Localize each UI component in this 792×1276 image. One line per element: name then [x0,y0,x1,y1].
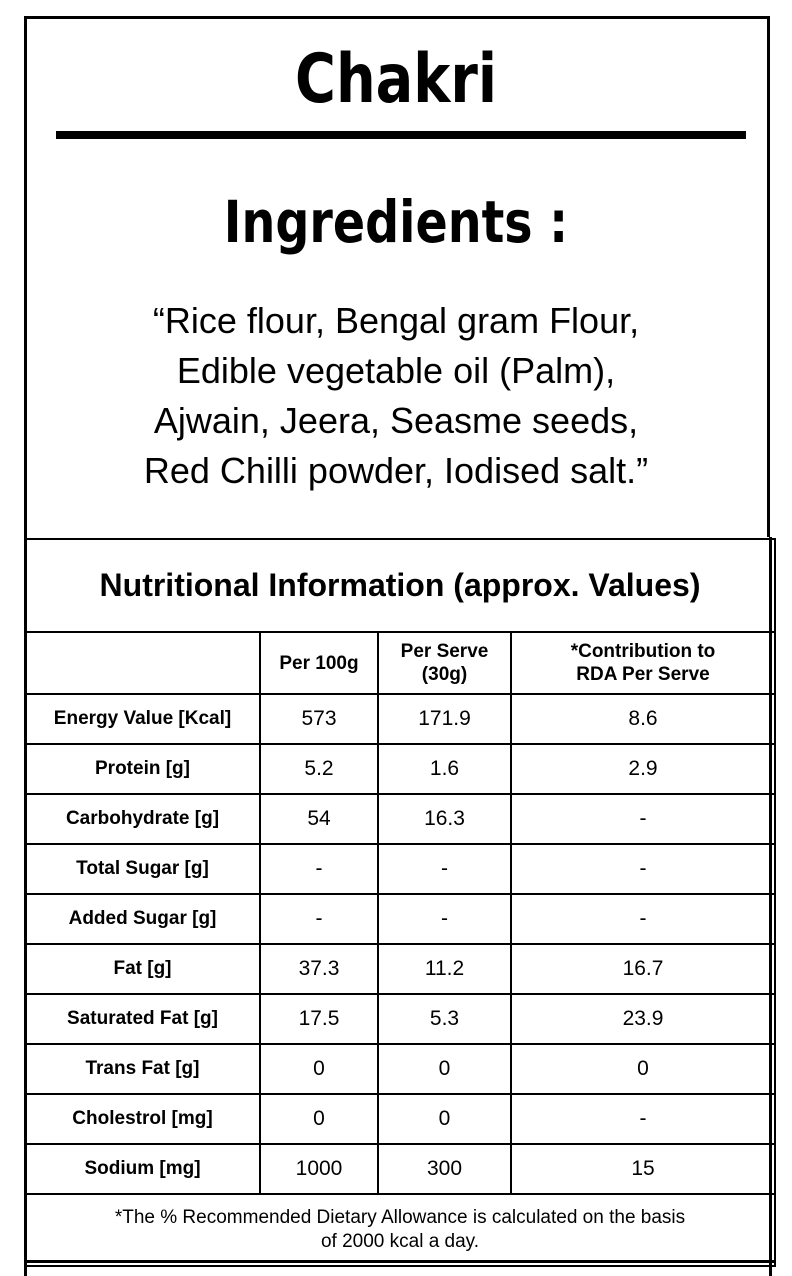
table-row [25,944,775,994]
header-per-100g: Per 100g [260,632,378,694]
title-divider [56,131,746,139]
value-per-100g: 54 [260,794,378,844]
nutrient-name: Total Sugar [g] [25,844,260,894]
header-rda [511,632,775,694]
table-row [25,1144,775,1194]
value-rda: 15 [511,1144,775,1194]
bottom-divider [24,1260,774,1263]
value-rda: - [511,894,775,944]
value-per-100g: 5.2 [260,744,378,794]
ingredients-heading: Ingredients : [223,188,569,256]
value-per-serve: 11.2 [378,944,511,994]
product-title: Chakri [295,40,497,119]
table-row [25,844,775,894]
value-per-serve: 16.3 [378,794,511,844]
table-header-row [25,632,775,694]
header-per-serve-line2: (30g) [421,664,468,685]
value-per-100g: 17.5 [260,994,378,1044]
ingredients-line: “Rice flour, Bengal gram Flour, [152,300,640,341]
value-rda: - [511,844,775,894]
table-row [25,694,775,744]
header-nutrient [25,632,260,694]
value-rda: 8.6 [511,694,775,744]
value-rda: - [511,794,775,844]
footnote-line1: *The % Recommended Dietary Allowance is calculated on the basis [114,1207,686,1228]
value-per-serve: 171.9 [378,694,511,744]
value-per-serve: 5.3 [378,994,511,1044]
table-row [25,1044,775,1094]
table-row [25,894,775,944]
header-per-serve-line1: Per Serve [400,641,489,662]
value-rda: 23.9 [511,994,775,1044]
nutrient-name: Sodium [mg] [25,1144,260,1194]
table-row [25,744,775,794]
table-row [25,994,775,1044]
nutrition-table [24,538,776,1267]
nutrient-name: Trans Fat [g] [25,1044,260,1094]
header-rda-line1: *Contribution to [570,641,716,662]
value-rda: 16.7 [511,944,775,994]
value-per-100g: 1000 [260,1144,378,1194]
value-per-serve: - [378,894,511,944]
header-rda-line2: RDA Per Serve [576,664,710,685]
ingredients-line: Red Chilli powder, Iodised salt.” [143,450,649,491]
value-per-100g: 573 [260,694,378,744]
ingredients-line: Edible vegetable oil (Palm), [176,350,616,391]
nutrient-name: Energy Value [Kcal] [25,694,260,744]
nutrient-name: Carbohydrate [g] [25,794,260,844]
value-rda: 2.9 [511,744,775,794]
value-per-100g: 0 [260,1044,378,1094]
value-rda: 0 [511,1044,775,1094]
value-per-100g: 0 [260,1094,378,1144]
nutrition-title: Nutritional Information (approx. Values) [25,539,775,632]
value-per-100g: - [260,894,378,944]
nutrient-name: Saturated Fat [g] [25,994,260,1044]
value-per-serve: 1.6 [378,744,511,794]
nutrient-name: Cholestrol [mg] [25,1094,260,1144]
table-row [25,794,775,844]
value-rda: - [511,1094,775,1144]
value-per-100g: - [260,844,378,894]
value-per-serve: 300 [378,1144,511,1194]
nutrient-name: Added Sugar [g] [25,894,260,944]
header-per-serve [378,632,511,694]
value-per-serve: 0 [378,1044,511,1094]
value-per-100g: 37.3 [260,944,378,994]
nutrient-name: Fat [g] [25,944,260,994]
table-row [25,1094,775,1144]
ingredients-text [0,296,792,496]
value-per-serve: - [378,844,511,894]
rda-footnote [25,1194,775,1266]
ingredients-line: Ajwain, Jeera, Seasme seeds, [153,400,639,441]
footnote-line2: of 2000 kcal a day. [320,1231,480,1252]
value-per-serve: 0 [378,1094,511,1144]
nutrient-name: Protein [g] [25,744,260,794]
